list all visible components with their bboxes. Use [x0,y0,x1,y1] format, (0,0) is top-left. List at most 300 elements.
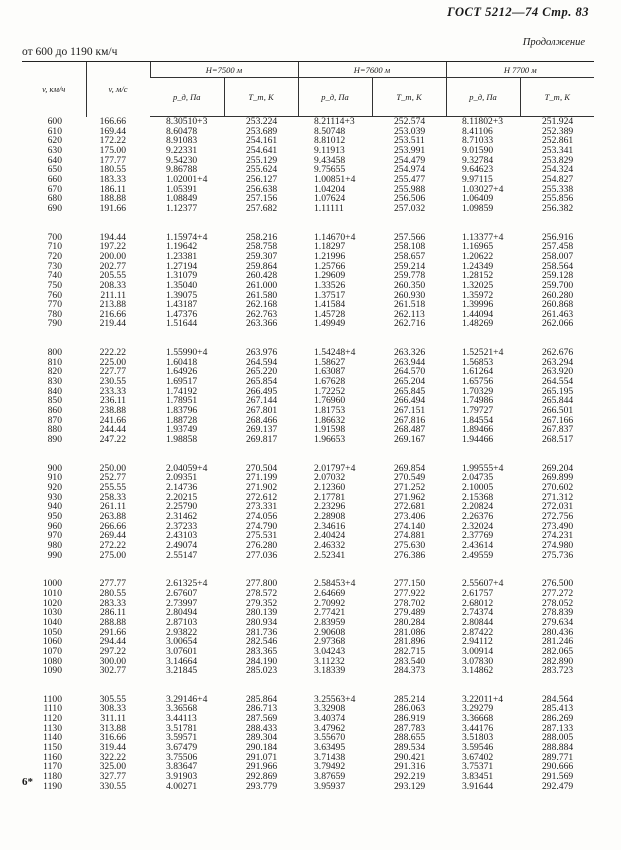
speed-ms-cell: 313.88 [99,722,126,734]
pressure-cell: 3.36668 [462,713,494,725]
pressure-cell: 1.27194 [166,260,198,272]
temperature-cell: 258.007 [542,250,574,262]
speed-kmh-cell: 830 [47,376,62,388]
pressure-cell: 3.00654 [166,636,198,648]
speed-ms-cell: 325.00 [99,761,126,773]
pressure-cell: 1.14670+4 [314,231,356,243]
pressure-cell: 1.07624 [314,193,346,205]
temperature-cell: 285.214 [394,693,426,705]
group-spacer [22,445,594,464]
speed-ms-cell: 188.88 [99,193,126,205]
pressure-cell: 1.60418 [166,356,198,368]
temperature-cell: 285.023 [246,665,278,677]
pressure-cell: 3.59546 [462,742,494,754]
speed-kmh-cell: 1160 [43,751,62,763]
temperature-cell: 267.801 [246,405,278,417]
temperature-cell: 269.854 [394,462,426,474]
speed-kmh-cell: 980 [47,539,62,551]
pressure-cell: 1.43187 [166,299,198,311]
pressure-cell: 2.61325+4 [166,578,208,590]
temperature-cell: 282.546 [246,636,278,648]
temperature-cell: 253.224 [246,116,278,127]
temperature-cell: 274.231 [542,530,574,542]
speed-ms-cell: 222.22 [99,347,126,359]
temperature-cell: 268.466 [246,414,278,426]
speed-ms-cell: 180.55 [99,164,126,176]
pressure-cell: 3.83647 [166,761,198,773]
speed-kmh-cell: 1190 [43,780,62,792]
speed-kmh-cell: 720 [47,250,62,262]
table-row [22,319,594,329]
temperature-cell: 280.139 [246,607,278,619]
temperature-cell: 266.494 [394,395,426,407]
pressure-cell: 1.33526 [314,279,346,291]
pressure-cell: 3.18339 [314,665,346,677]
temperature-cell: 289.304 [246,732,278,744]
temperature-cell: 262.066 [542,318,574,330]
pressure-cell: 1.88728 [166,414,198,426]
temperature-cell: 263.366 [246,318,278,330]
speed-kmh-cell: 840 [47,385,62,397]
pressure-cell: 2.83959 [314,616,346,628]
pressure-cell: 1.65756 [462,376,494,388]
speed-ms-cell: 280.55 [99,587,126,599]
speed-ms-cell: 236.11 [99,395,126,407]
temperature-cell: 255.988 [394,183,426,195]
temperature-cell: 270.549 [394,472,426,484]
speed-kmh-cell: 870 [47,414,62,426]
speed-ms-cell: 294.44 [99,636,126,648]
pressure-cell: 2.25790 [166,501,198,513]
pressure-cell: 1.51644 [166,318,198,330]
pressure-cell: 1.74986 [462,395,494,407]
temperature-cell: 258.758 [246,241,278,253]
speed-ms-cell: 172.22 [99,135,126,147]
pressure-cell: 1.78951 [166,395,198,407]
temperature-cell: 254.827 [542,173,574,185]
speed-kmh-cell: 1070 [42,645,62,657]
temperature-cell: 282.715 [394,645,426,657]
temperature-cell: 288.884 [542,742,574,754]
temperature-cell: 271.252 [394,482,426,493]
temperature-cell: 253.039 [394,125,426,137]
pressure-cell: 8.30510+3 [166,116,208,127]
temperature-cell: 272.756 [542,510,574,522]
pressure-cell: 2.64669 [314,587,346,599]
speed-kmh-cell: 1140 [43,732,62,744]
temperature-cell: 253.511 [394,135,425,147]
pressure-cell: 1.93749 [166,424,198,436]
temperature-cell: 253.689 [246,125,278,137]
speed-ms-cell: 197.22 [99,241,126,253]
speed-kmh-cell: 610 [47,125,62,137]
speed-ms-cell: 322.22 [99,751,126,763]
temperature-cell: 281.086 [394,626,426,638]
temperature-cell: 270.504 [246,462,278,474]
speed-ms-cell: 300.00 [99,655,126,667]
speed-kmh-cell: 670 [47,183,62,195]
pressure-cell: 2.67607 [166,587,198,599]
pressure-cell: 1.48269 [462,318,494,330]
temperature-cell: 261.000 [246,279,278,291]
speed-kmh-cell: 760 [47,289,62,301]
temperature-cell: 273.331 [246,501,278,513]
speed-ms-cell: 255.55 [99,482,126,493]
col-header-v-kmh: v, км/ч [22,62,86,117]
pressure-cell: 3.75506 [166,751,198,763]
speed-kmh-cell: 790 [47,318,62,330]
pressure-cell: 1.89466 [462,424,494,436]
pressure-cell: 3.14664 [166,655,198,667]
temperature-cell: 255.624 [246,164,278,176]
temperature-cell: 266.495 [246,385,278,397]
speed-ms-cell: 225.00 [99,356,126,368]
temperature-cell: 283.723 [542,665,574,677]
temperature-cell: 282.065 [542,645,574,657]
speed-ms-cell: 288.88 [99,616,126,628]
temperature-cell: 281.246 [542,636,574,648]
pressure-cell: 1.79727 [462,405,494,417]
speed-ms-cell: 327.77 [99,771,126,783]
pressure-cell: 3.67402 [462,751,494,763]
speed-ms-cell: 316.66 [99,732,126,744]
temperature-cell: 289.534 [394,742,426,754]
temperature-cell: 282.890 [542,655,574,667]
speed-kmh-cell: 1060 [42,636,62,648]
pressure-cell: 2.77421 [314,607,346,619]
temperature-cell: 256.638 [246,183,278,195]
pressure-cell: 3.21845 [166,665,198,677]
pressure-cell: 2.80844 [462,616,494,628]
pressure-cell: 1.44094 [462,308,494,320]
temperature-cell: 265.195 [542,385,574,397]
temperature-cell: 279.634 [542,616,574,628]
temperature-cell: 256.127 [246,173,278,185]
temperature-cell: 272.681 [394,501,426,513]
pressure-cell: 1.32025 [462,279,494,291]
temperature-cell: 276.386 [394,549,426,561]
temperature-cell: 267.816 [394,414,426,426]
pressure-cell: 1.11111 [314,202,344,214]
pressure-cell: 1.72252 [314,385,346,397]
speed-kmh-cell: 1180 [43,771,62,783]
pressure-cell: 3.40374 [314,713,346,725]
pressure-cell: 3.91903 [166,771,198,783]
speed-ms-cell: 305.55 [99,693,126,705]
pressure-cell: 2.73997 [166,597,198,609]
continuation-label: Продолжение [522,37,585,48]
temperature-cell: 277.922 [394,587,426,599]
temperature-cell: 254.161 [246,135,278,147]
speed-ms-cell: 263.88 [99,510,126,522]
temperature-cell: 263.326 [394,347,426,359]
temperature-cell: 260.350 [394,279,426,291]
temperature-cell: 259.864 [246,260,278,272]
speed-ms-cell: 330.55 [99,780,126,792]
temperature-cell: 276.280 [246,539,278,551]
altitude-header-3: H 7700 м [446,62,594,78]
temperature-cell: 289.771 [542,751,574,763]
temperature-cell: 269.137 [246,424,278,436]
speed-kmh-cell: 990 [47,549,62,561]
speed-kmh-cell: 660 [47,173,62,185]
temperature-cell: 290.421 [394,751,426,763]
pressure-cell: 2.97368 [314,636,346,648]
temperature-cell: 262.113 [394,308,425,320]
speed-ms-cell: 247.22 [99,434,126,446]
speed-kmh-cell: 970 [47,530,62,542]
speed-ms-cell: 194.44 [99,231,126,243]
speed-ms-cell: 219.44 [99,318,126,330]
speed-ms-cell: 291.66 [99,626,126,638]
pressure-cell: 1.35972 [462,289,494,301]
temperature-cell: 274.790 [246,520,278,532]
pressure-cell: 9.54230 [166,154,198,166]
speed-ms-cell: 302.77 [99,665,126,677]
pressure-cell: 1.23381 [166,250,198,262]
pressure-cell: 1.61264 [462,366,494,378]
pressure-cell: 1.29609 [314,270,346,282]
pressure-cell: 2.12360 [314,482,346,493]
temperature-cell: 284.564 [542,693,574,705]
pressure-cell: 3.47962 [314,722,346,734]
pressure-cell: 1.25766 [314,260,346,272]
pressure-cell: 3.29146+4 [166,693,208,705]
group-spacer [22,329,594,348]
temperature-cell: 264.554 [542,376,574,388]
pressure-cell: 2.87422 [462,626,494,638]
pressure-cell: 2.37769 [462,530,494,542]
speed-kmh-cell: 730 [47,260,62,272]
pressure-cell: 1.39996 [462,299,494,311]
pressure-cell: 1.54248+4 [314,347,356,359]
temperature-cell: 286.269 [542,713,574,725]
temperature-cell: 276.500 [542,578,574,590]
pressure-cell: 2.23296 [314,501,346,513]
pressure-cell: 1.56853 [462,356,494,368]
pressure-cell: 3.25563+4 [314,693,356,705]
pressure-cell: 1.52521+4 [462,347,504,359]
speed-kmh-cell: 820 [47,366,62,378]
pressure-cell: 3.44113 [166,713,197,725]
speed-ms-cell: 277.77 [99,578,126,590]
speed-kmh-cell: 910 [47,472,62,484]
speed-kmh-cell: 1020 [42,597,62,609]
pressure-cell: 1.58627 [314,356,346,368]
speed-kmh-cell: 1010 [42,587,62,599]
speed-kmh-cell: 890 [47,434,62,446]
footer-mark: 6* [22,776,33,788]
pressure-cell: 1.98858 [166,434,198,446]
temperature-cell: 269.899 [542,472,574,484]
temperature-cell: 269.204 [542,462,574,474]
temperature-cell: 278.702 [394,597,426,609]
speed-ms-cell: 191.66 [99,202,126,214]
temperature-cell: 274.980 [542,539,574,551]
temperature-cell: 262.676 [542,347,574,359]
pressure-cell: 1.09859 [462,202,494,214]
pressure-cell: 1.18297 [314,241,346,253]
temperature-cell: 260.868 [542,299,574,311]
pressure-cell: 1.37517 [314,289,346,301]
speed-ms-cell: 286.11 [99,607,126,619]
pressure-cell: 9.11913 [314,144,345,156]
temperature-cell: 265.220 [246,366,278,378]
temperature-cell: 255.856 [542,193,574,205]
temperature-cell: 292.219 [394,771,426,783]
temperature-cell: 261.518 [394,299,426,311]
speed-kmh-cell: 780 [47,308,62,320]
temperature-cell: 255.129 [246,154,278,166]
speed-kmh-cell: 950 [47,510,62,522]
temperature-cell: 265.204 [394,376,426,388]
temperature-cell: 280.436 [542,626,574,638]
pressure-cell: 2.32024 [462,520,494,532]
pressure-cell: 2.10005 [462,482,494,493]
speed-kmh-cell: 620 [47,135,62,147]
pressure-cell: 9.64623 [462,164,494,176]
pressure-cell: 8.71033 [462,135,494,147]
temperature-cell: 277.272 [542,587,574,599]
temperature-cell: 278.572 [246,587,278,599]
temperature-cell: 259.307 [246,250,278,262]
temperature-cell: 254.641 [246,144,278,156]
pressure-cell: 1.84554 [462,414,494,426]
temperature-cell: 260.930 [394,289,426,301]
temperature-cell: 269.817 [246,434,278,446]
pressure-cell: 8.21114+3 [314,116,355,127]
temperature-cell: 254.479 [394,154,426,166]
pressure-cell: 1.45728 [314,308,346,320]
pressure-cell: 9.43458 [314,154,346,166]
temperature-cell: 280.284 [394,616,426,628]
speed-kmh-cell: 810 [47,356,62,368]
temperature-cell: 264.594 [246,356,278,368]
col-header-temperature: T_т, К [224,78,298,117]
temperature-cell: 277.150 [394,578,426,590]
temperature-cell: 285.864 [246,693,278,705]
temperature-cell: 254.324 [542,164,574,176]
pressure-cell: 3.63495 [314,742,346,754]
temperature-cell: 281.736 [246,626,278,638]
temperature-cell: 286.063 [394,703,426,715]
pressure-cell: 2.04059+4 [166,462,208,474]
temperature-cell: 267.144 [246,395,278,407]
temperature-cell: 277.800 [246,578,278,590]
col-header-pressure: p_д, Па [298,78,372,117]
temperature-cell: 258.564 [542,260,574,272]
speed-ms-cell: 213.88 [99,299,126,311]
pressure-cell: 1.39075 [166,289,198,301]
temperature-cell: 259.778 [394,270,426,282]
pressure-cell: 1.96653 [314,434,346,446]
pressure-cell: 3.55670 [314,732,346,744]
speed-ms-cell: 169.44 [99,125,126,137]
pressure-cell: 2.70992 [314,597,346,609]
speed-ms-cell: 266.66 [99,520,126,532]
pressure-cell: 2.49074 [166,539,198,551]
speed-kmh-cell: 1040 [42,616,62,628]
speed-kmh-cell: 1030 [42,607,62,619]
temperature-cell: 268.517 [542,434,574,446]
temperature-cell: 279.489 [394,607,426,619]
pressure-cell: 2.46332 [314,539,346,551]
pressure-cell: 2.93822 [166,626,198,638]
temperature-cell: 255.338 [542,183,574,195]
pressure-cell: 3.04243 [314,645,346,657]
pressure-cell: 1.28152 [462,270,494,282]
pressure-cell: 3.07830 [462,655,494,667]
temperature-cell: 272.612 [246,491,278,503]
pressure-cell: 1.24349 [462,260,494,272]
pressure-cell: 1.04204 [314,183,346,195]
temperature-cell: 274.881 [394,530,426,542]
pressure-cell: 4.00271 [166,780,198,792]
temperature-cell: 257.032 [394,202,426,214]
temperature-cell: 267.166 [542,414,574,426]
temperature-cell: 251.924 [542,116,574,127]
temperature-cell: 285.413 [542,703,574,715]
speed-ms-cell: 261.11 [99,501,126,513]
temperature-cell: 291.966 [246,761,278,773]
temperature-cell: 252.861 [542,135,574,147]
speed-kmh-cell: 630 [47,144,62,156]
temperature-cell: 291.316 [394,761,426,773]
atmosphere-table-container [22,61,594,791]
temperature-cell: 291.071 [246,751,278,763]
pressure-cell: 3.22011+4 [462,693,504,705]
speed-ms-cell: 186.11 [99,183,126,195]
temperature-cell: 273.490 [542,520,574,532]
pressure-cell: 1.49949 [314,318,346,330]
pressure-cell: 1.55990+4 [166,347,208,359]
speed-kmh-cell: 960 [47,520,62,532]
temperature-cell: 271.312 [542,491,574,503]
pressure-cell: 1.08849 [166,193,198,205]
temperature-cell: 288.433 [246,722,278,734]
pressure-cell: 1.91598 [314,424,346,436]
temperature-cell: 279.352 [246,597,278,609]
pressure-cell: 1.03027+4 [462,183,504,195]
temperature-cell: 265.845 [394,385,426,397]
speed-ms-cell: 250.00 [99,462,126,474]
pressure-cell: 2.20215 [166,491,198,503]
temperature-cell: 263.976 [246,347,278,359]
pressure-cell: 3.36568 [166,703,198,715]
temperature-cell: 275.630 [394,539,426,551]
temperature-cell: 264.570 [394,366,426,378]
speed-kmh-cell: 1080 [42,655,62,667]
pressure-cell: 9.32784 [462,154,494,166]
speed-ms-cell: 200.00 [99,250,126,262]
temperature-cell: 256.382 [542,202,574,214]
pressure-cell: 2.43614 [462,539,494,551]
temperature-cell: 292.869 [246,771,278,783]
temperature-cell: 263.294 [542,356,574,368]
speed-kmh-cell: 1050 [42,626,62,638]
pressure-cell: 2.94112 [462,636,493,648]
pressure-cell: 2.04735 [462,472,494,484]
temperature-cell: 259.128 [542,270,574,282]
pressure-cell: 3.29279 [462,703,494,715]
pressure-cell: 2.37233 [166,520,198,532]
pressure-cell: 9.97115 [462,173,493,185]
pressure-cell: 1.35040 [166,279,198,291]
temperature-cell: 280.934 [246,616,278,628]
temperature-cell: 293.129 [394,780,426,792]
pressure-cell: 3.83451 [462,771,494,783]
pressure-cell: 3.51803 [462,732,494,744]
